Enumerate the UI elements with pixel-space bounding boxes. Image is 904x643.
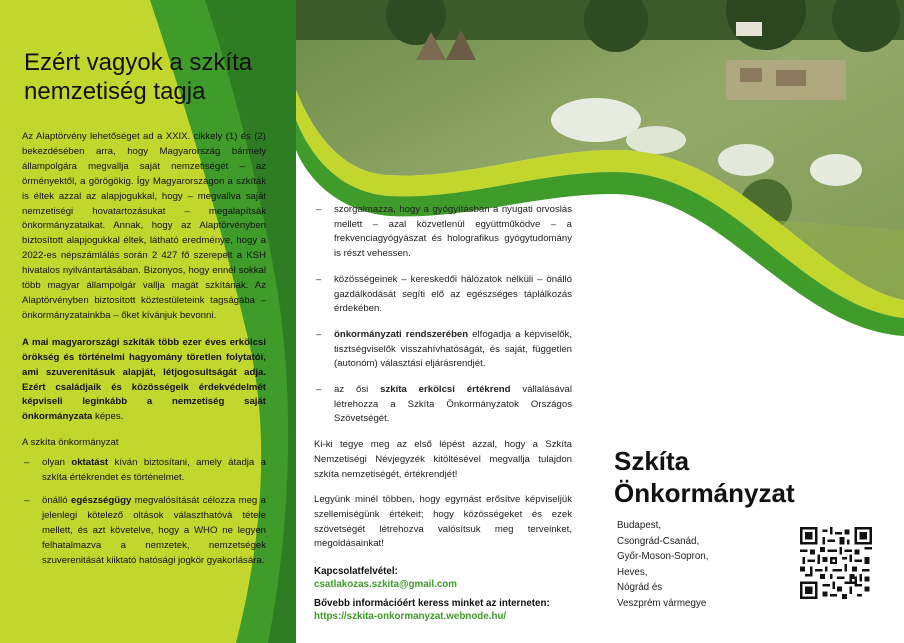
list-item <box>314 328 572 372</box>
heritage-paragraph <box>22 336 266 425</box>
list-item: – közösségeinek – kereskedői hálózatok nélküli – önálló gazdálkodását segíti elő az egészséges táplálkozás érdekében. <box>314 273 572 317</box>
region-item: Győr-Moson-Sopron, <box>617 551 709 563</box>
info-label: Bővebb információért keress minket az interneten: <box>314 598 550 610</box>
heritage-text: A mai magyarországi szkíták több ezer éves erkölcsi örökség és történelmi hagyomány töretlen folytatói, ami szuverenitásuk alapját, létjogosultságát adja. Ezért családjaik és közösségeik érdekvédelmét képviseli leginkább <box>22 336 266 408</box>
unity-paragraph: Legyünk minél többen, hogy egymást erősítve képviseljük szellemiségünk értékeit; hogy közösségeket és ezek szövetségét létrehozva valósítsuk meg terveinket, megoldásainkat! <box>314 494 572 550</box>
brand-title-line1: Szkíta <box>614 446 690 476</box>
website-link[interactable]: https://szkita-onkormanyzat.webnode.hu/ <box>314 611 507 623</box>
heritage-emphasis: a nemzetiség saját önkormányzata <box>22 396 266 423</box>
left-list <box>22 456 266 568</box>
right-panel <box>296 0 904 643</box>
item-emphasis: oktatást <box>71 457 109 469</box>
list-item <box>314 383 572 427</box>
list-item: – szorgalmazza, hogy a gyógyításban a nyugati orvoslás mellett – azal közvetlenül együttműködve – a frekvenciagyógyászat és holografikus gyógytudomány is részt vehessen. <box>314 203 572 262</box>
regions-list <box>617 518 708 612</box>
middle-content <box>314 203 572 630</box>
left-title-line1: Ezért vagyok a szkíta <box>24 49 253 76</box>
item-text: az ősi <box>334 384 381 396</box>
list-item <box>22 456 266 486</box>
middle-list <box>314 203 572 427</box>
contact-label: Kapcsolatfelvétel: <box>314 566 398 578</box>
intro-paragraph: Az Alaptörvény lehetőséget ad a XXIX. cikkely (1) és (2) bekezdésében arra, hogy Magyarország bármely állampolgára megvallja saját nemzetiségét – az örményektől, a görögökig. Így Magyarországon a szkíták is éltek azzal az alapjogukkal, hogy – megvallva saját nemzetiségi hovatartozásukat – megalapítsák önkormányzataikat. Annak, hogy az Alaptörvényben biztosított alapjogukkal éltek, látható eredménye, hogy a 2022-es népszámlálás során 2 427 fő szerepelt a KSH hivatalos nyilvántartásában. Bizonyos, hogy ennél sokkal több magyar állampolgár vallja magát szkítának. Az Alaptörvényben biztosított köztestületeink tagságába – önkormányzatainkba – őket kívánjuk bevonni. <box>22 131 266 321</box>
item-text: olyan <box>42 457 72 469</box>
list-heading: A szkíta önkormányzat <box>22 437 119 449</box>
item-emphasis: önkormányzati rendszerében <box>334 328 469 340</box>
contact-email-link[interactable]: csatlakozas.szkita@gmail.com <box>314 579 457 591</box>
left-title <box>24 48 266 106</box>
item-text: önálló <box>42 495 72 507</box>
brand-title <box>614 445 854 509</box>
item-text: elfogadja a képviselők, tisztségviselők visszahívhatóságát, és saját, független (autonóm) választási eljárásrendjét. <box>334 328 572 370</box>
item-text: megvalósítását célozza meg a jelenlegi kötelező oltások választhatóvá tétele mellett, és azt követelve, hogy a WHO ne legyen felhatalmazva a nemzetek, nemzetségek szuverenitását kiiktató hatósági jogkör gyakorlására. <box>42 495 266 566</box>
region-item: Nógrád és <box>617 582 663 594</box>
item-text: vállalásával létrehozza a Szkíta Önkormányzatok Országos Szövetségét. <box>334 384 572 425</box>
heritage-end: képes. <box>92 411 124 423</box>
region-item: Csongrád-Csanád, <box>617 535 700 547</box>
qr-code-icon[interactable] <box>800 527 872 599</box>
item-emphasis: egészségügy <box>71 495 132 507</box>
region-item: Heves, <box>617 566 648 578</box>
item-text: kíván biztosítani, amely átadja a szkíta értékrendet és történelmet. <box>42 457 266 484</box>
region-item: Budapest, <box>617 520 662 531</box>
call-to-action-paragraph: Ki-ki tegye meg az első lépést azzal, hogy a Szkíta Nemzetiségi Névjegyzék kitöltésével megvallja tulajdon szkíta nemzetiségét, értékrendjét! <box>314 439 572 480</box>
region-item: Veszprém vármegye <box>617 597 707 609</box>
left-panel <box>0 0 296 643</box>
left-content <box>22 48 266 577</box>
item-emphasis: szkíta erkölcsi értékrend <box>380 384 511 396</box>
left-title-line2: nemzetiség tagja <box>24 78 206 105</box>
list-item <box>22 494 266 569</box>
brand-title-line2: Önkormányzat <box>614 478 795 508</box>
